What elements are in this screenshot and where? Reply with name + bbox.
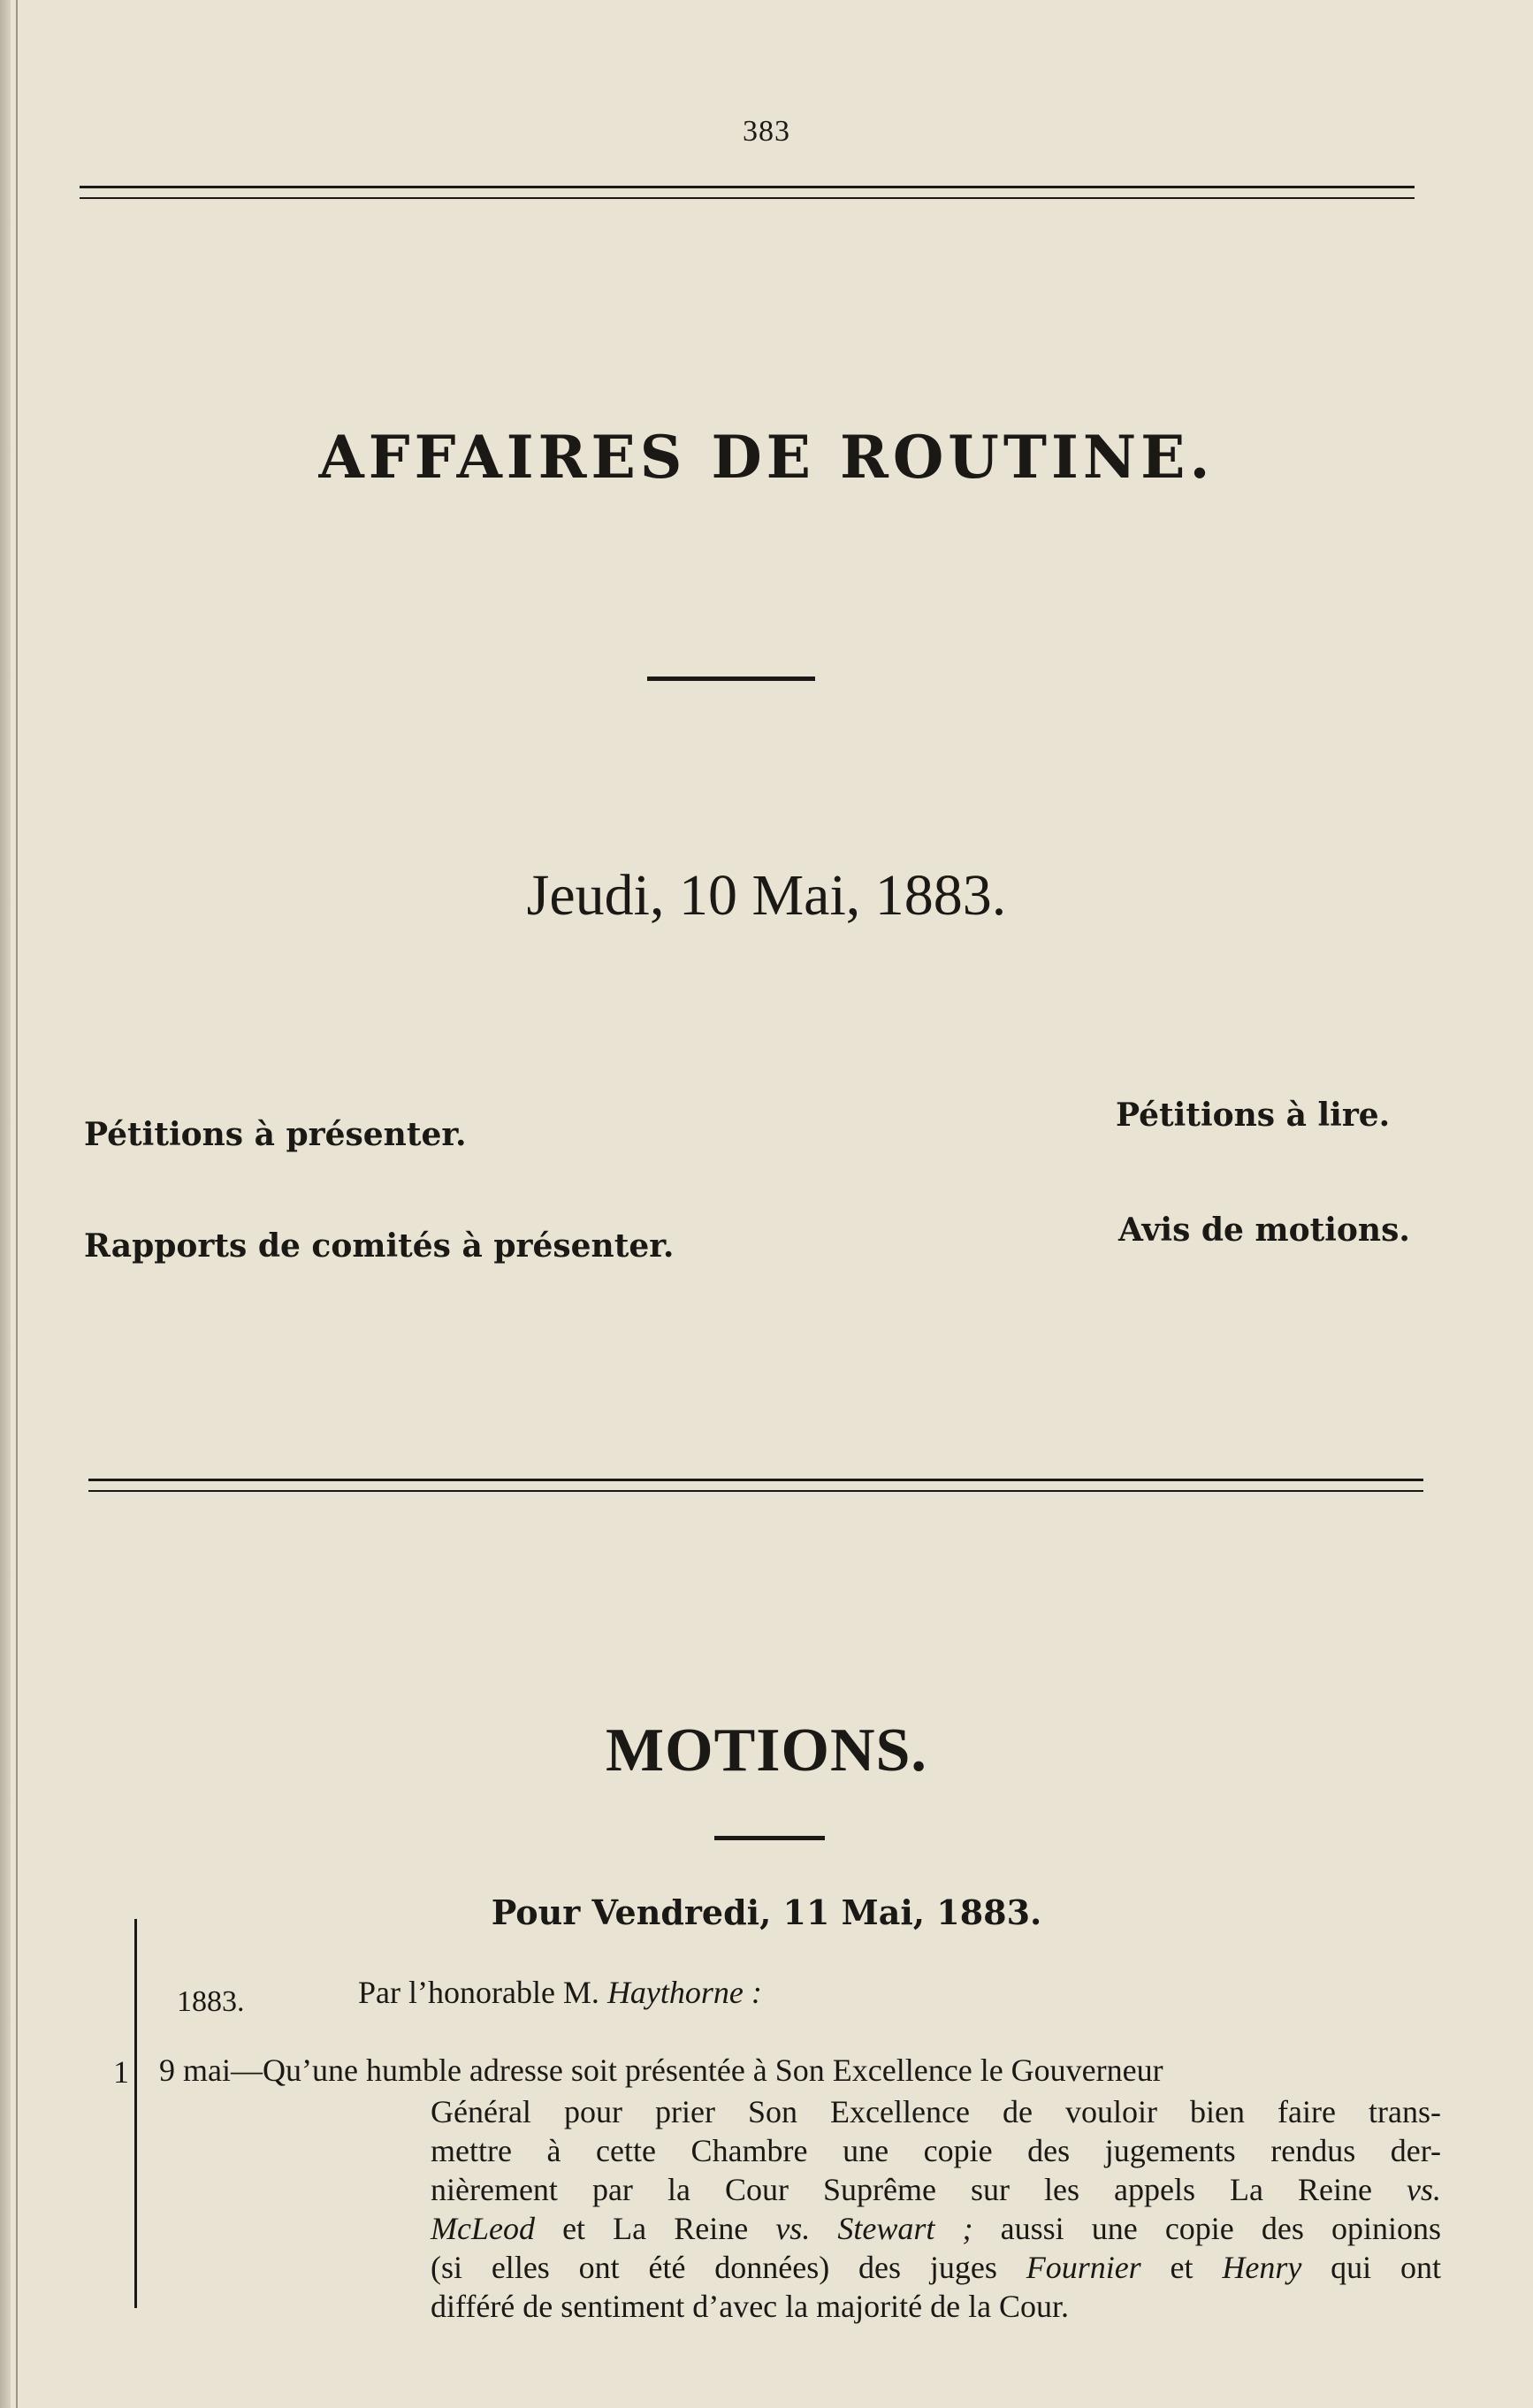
page-number: 383	[743, 115, 790, 148]
avis-motions: Avis de motions.	[1118, 1212, 1410, 1249]
motion-line-5-text-a: (si elles ont été données) des juges	[431, 2250, 1026, 2285]
top-double-rule	[80, 186, 1415, 199]
mover-name: Haythorne :	[606, 1975, 762, 2010]
judge-henry: Henry	[1222, 2250, 1302, 2285]
margin-bar	[134, 1919, 137, 2308]
petitions-presenter: Pétitions à présenter.	[84, 1116, 467, 1153]
section-double-rule	[88, 1479, 1423, 1492]
motions-for-date: Pour Vendredi, 11 Mai, 1883.	[491, 1892, 1042, 1932]
page-edge	[0, 0, 11, 2408]
motion-year: 1883.	[177, 1985, 245, 2018]
motion-body	[431, 2092, 1441, 2326]
motions-title: MOTIONS.	[606, 1716, 927, 1785]
routine-title: AFFAIRES DE ROUTINE.	[318, 423, 1215, 492]
motion-line-3	[431, 2170, 1441, 2209]
motion-line-5-text-c: qui ont	[1301, 2250, 1441, 2285]
rapports-comites: Rapports de comités à présenter.	[84, 1227, 675, 1265]
motion-line-4-text-a: et La Reine	[534, 2211, 776, 2246]
motion-mover	[358, 1974, 762, 2011]
case-name-mcleod: McLeod	[431, 2211, 535, 2246]
motion-line-3-vs: vs.	[1407, 2172, 1441, 2207]
motion-line-6: différé de sentiment d’avec la majorité de la Cour.	[431, 2289, 1070, 2324]
routine-title-rule	[647, 677, 815, 681]
motion-line-4-text-b: aussi une copie des opinions	[972, 2211, 1442, 2246]
routine-date: Jeudi, 10 Mai, 1883.	[526, 863, 1007, 928]
page-edge-line	[16, 0, 18, 2408]
motion-line-1: Général pour prier Son Excellence de vouloir bien faire trans-	[431, 2094, 1441, 2129]
motion-line-5-text-b: et	[1140, 2250, 1223, 2285]
case-name-stewart: vs. Stewart ;	[775, 2211, 973, 2246]
motion-line-4	[431, 2209, 1441, 2248]
motion-line-2: mettre à cette Chambre une copie des jugements rendus der-	[431, 2133, 1441, 2168]
mover-prefix: Par l’honorable M.	[358, 1975, 607, 2010]
motion-number: 1	[113, 2054, 129, 2090]
motion-lead-line: 9 mai—Qu’une humble adresse soit présentée à Son Excellence le Gouverneur	[159, 2053, 1163, 2088]
petitions-lire: Pétitions à lire.	[1116, 1097, 1391, 1134]
motion-line-3-text: nièrement par la Cour Suprême sur les appels La Reine	[431, 2172, 1407, 2207]
motions-title-rule	[714, 1836, 825, 1840]
judge-fournier: Fournier	[1026, 2250, 1141, 2285]
motion-line-5	[431, 2248, 1441, 2287]
